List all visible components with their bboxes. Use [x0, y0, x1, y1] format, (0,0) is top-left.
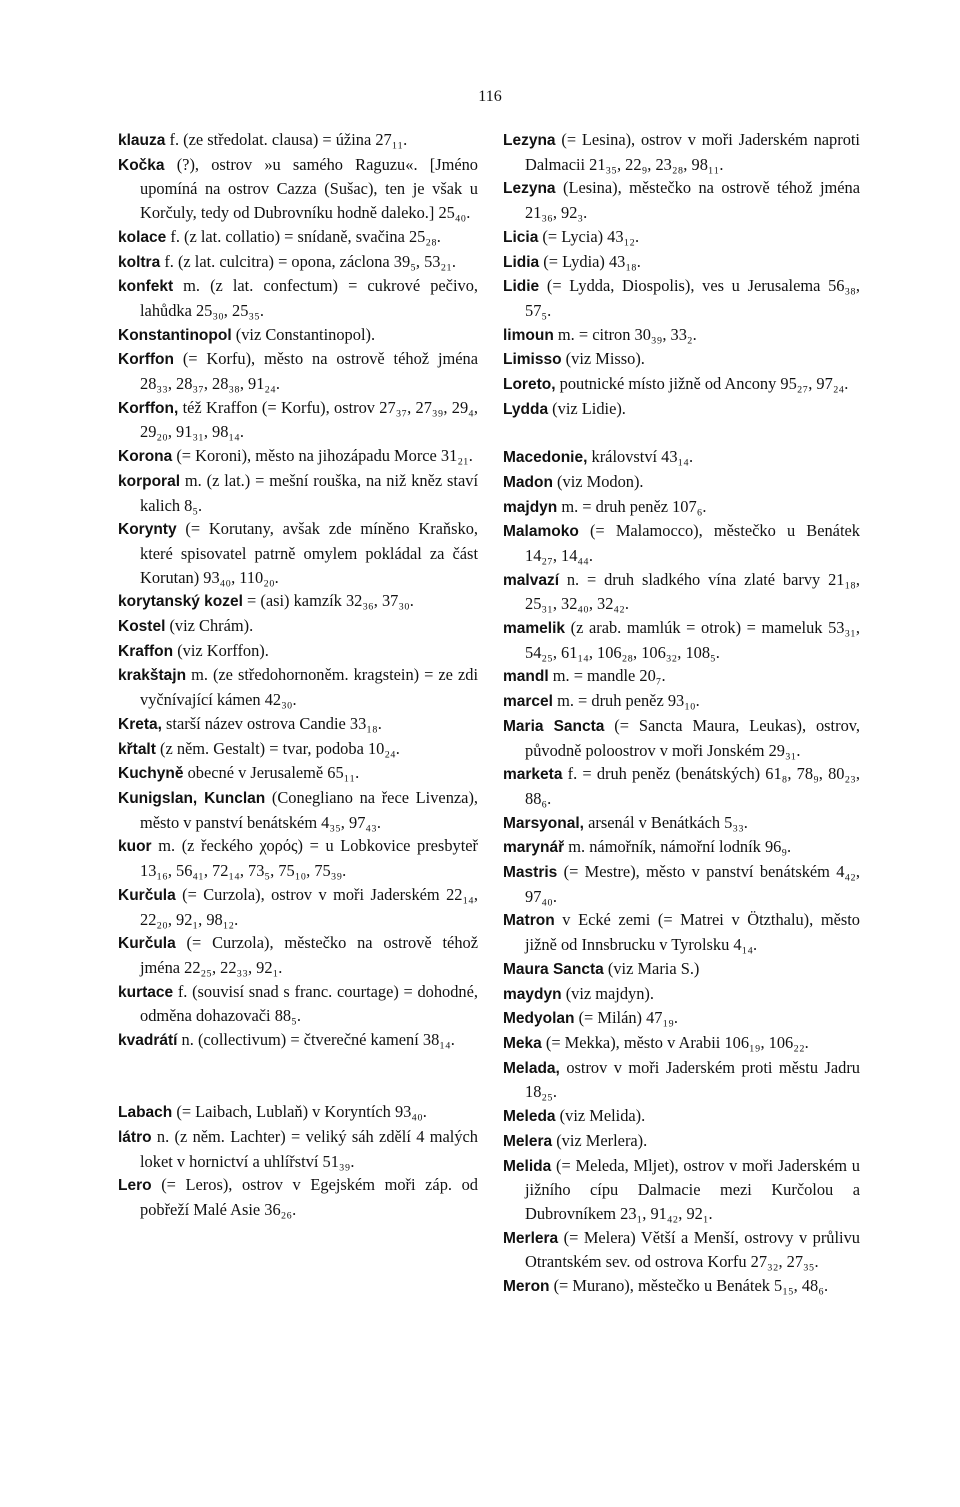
entry-headword: malvazí	[503, 571, 560, 589]
entry-headword: Lydda	[503, 400, 549, 418]
entry-definition: m. (z lat. confectum) = cukrové pečivo, lahůdka 25₃₀, 25₃₅.	[140, 276, 478, 320]
entry-headword: Loreto,	[503, 376, 556, 394]
entry-definition: obecné v Jerusalemě 65₁₁.	[183, 763, 360, 783]
entry-headword: Kraffon	[118, 642, 174, 660]
entry-definition: n. = druh sladkého vína zlaté barvy 21₁₈, 25₃₁, 32₄₀, 32₄₂.	[525, 569, 860, 614]
entry-definition: m. (ze středohornoněm. kragstein) = ze zdi vyčnívající kámen 42₃₀.	[140, 665, 478, 710]
dictionary-entry	[118, 883, 478, 931]
entry-definition: (viz Chrám).	[165, 616, 254, 636]
page-number: 116	[478, 88, 502, 105]
entry-headword: Lidia	[503, 253, 540, 271]
entry-definition: (= Korfu), město na ostrově téhož jména 28₃₃, 28₃₇, 28₃₈, 91₂₄.	[140, 349, 478, 394]
entry-headword: Meleda	[503, 1108, 556, 1126]
entry-headword: Kurčula	[118, 886, 176, 904]
dictionary-entry	[503, 1056, 860, 1104]
entry-headword: Malamoko	[503, 523, 579, 541]
entry-headword: Kočka	[118, 156, 165, 174]
dictionary-entry	[503, 323, 860, 348]
entry-headword: marynář	[503, 839, 565, 857]
entry-headword: Korffon	[118, 351, 174, 369]
right-m-entries	[503, 445, 860, 1299]
dictionary-entry	[118, 444, 478, 469]
entry-definition: starší název ostrova Candie 33₁₈.	[161, 713, 382, 733]
entry-headword: Labach	[118, 1104, 173, 1122]
entry-definition: (= Mestre), město v panství benátském 4₄₂, 97₄₀.	[525, 862, 860, 906]
dictionary-entry	[503, 860, 860, 908]
dictionary-entry	[118, 1100, 478, 1125]
dictionary-entry	[503, 225, 860, 250]
entry-definition: (z něm. Gestalt) = tvar, podoba 10₂₄.	[155, 738, 400, 758]
entry-headword: Mastris	[503, 864, 558, 882]
left-k-entries	[118, 128, 478, 1053]
entry-headword: Lidie	[503, 278, 540, 296]
entry-headword: Matron	[503, 912, 555, 930]
dictionary-entry	[503, 762, 860, 810]
entry-headword: Madon	[503, 473, 553, 491]
entry-definition: (= Korutany, avšak zde míněno Kraňsko, které spisovatel patrně omylem pokládal za část Korutan) 93₄₀, 110₂₀.	[140, 519, 478, 587]
dictionary-entry	[118, 153, 478, 225]
entry-definition: (= Lycia) 43₁₂.	[538, 226, 640, 246]
entry-headword: mamelik	[503, 620, 566, 638]
dictionary-entry	[503, 1006, 860, 1031]
dictionary-entry	[503, 397, 860, 422]
entry-headword: Lezyna	[503, 132, 556, 149]
entry-headword: Medyolan	[503, 1010, 575, 1028]
dictionary-entry	[503, 470, 860, 495]
entry-definition: (= Meleda, Mljet), ostrov v moři Jaderském u jižního cípu Dalmacie mezi Kurčolou a Dubrovníkem 23₁, 91₄₂, 92₁.	[525, 1155, 860, 1223]
entry-definition: (viz majdyn).	[561, 983, 654, 1003]
dictionary-entry	[503, 1154, 860, 1226]
entry-headword: Meron	[503, 1278, 550, 1296]
entry-definition: (= Koroni), město na jihozápadu Morce 31₂₁.	[172, 446, 473, 466]
entry-headword: limoun	[503, 326, 554, 344]
entry-headword: Kreta,	[118, 715, 162, 733]
entry-headword: krakštajn	[118, 667, 187, 685]
entry-headword: klauza	[118, 132, 166, 149]
entry-definition: (viz Constantinopol).	[231, 324, 376, 344]
entry-headword: látro	[118, 1128, 152, 1146]
entry-definition: ostrov v moři Jaderském proti městu Jadru 18₂₅.	[525, 1057, 860, 1102]
dictionary-entry	[118, 1028, 478, 1053]
dictionary-entry	[118, 396, 478, 444]
entry-headword: konfekt	[118, 278, 174, 296]
entry-definition: = (asi) kamzík 32₃₆, 37₃₀.	[242, 591, 414, 611]
dictionary-entry	[503, 1274, 860, 1299]
entry-headword: Meka	[503, 1035, 542, 1052]
dictionary-entry	[118, 614, 478, 639]
entry-headword: Melida	[503, 1157, 552, 1175]
entry-headword: Korynty	[118, 521, 177, 539]
entry-definition: n. (collectivum) = čtverečné kamení 38₁₄.	[177, 1030, 455, 1050]
entry-definition: m. námořník, námořní lodník 96₉.	[564, 837, 792, 857]
dictionary-entry	[503, 519, 860, 567]
entry-headword: maydyn	[503, 985, 562, 1003]
dictionary-entry	[118, 589, 478, 614]
dictionary-entry	[118, 834, 478, 882]
entry-headword: Korffon,	[118, 399, 179, 417]
entry-headword: Macedonie,	[503, 449, 588, 467]
dictionary-entry	[118, 347, 478, 395]
entry-headword: křtalt	[118, 740, 156, 758]
entry-definition: (viz Merlera).	[552, 1130, 648, 1150]
dictionary-entry	[118, 225, 478, 250]
dictionary-entry	[503, 1031, 860, 1056]
dictionary-entry	[118, 663, 478, 711]
dictionary-entry	[503, 128, 860, 176]
entry-definition: v Ecké zemi (= Matrei v Ötzthalu), město jižně od Innsbrucku v Tyrolsku 4₁₄.	[525, 910, 860, 955]
entry-definition: f. (z lat. collatio) = snídaně, svačina 25₂₈.	[166, 226, 441, 246]
section-gap	[503, 421, 860, 445]
entry-headword: Melada,	[503, 1059, 560, 1077]
dictionary-entry	[118, 250, 478, 275]
entry-headword: koltra	[118, 253, 161, 271]
entry-headword: Marsyonal,	[503, 814, 584, 832]
entry-definition: m. = citron 30₃₉, 33₂.	[553, 324, 697, 344]
entry-definition: m. = druh peněz 93₁₀.	[552, 691, 700, 711]
entry-definition: (Conegliano na řece Livenza), město v panství benátském 4₃₅, 97₄₃.	[140, 787, 478, 832]
entry-headword: Kuchyně	[118, 765, 184, 783]
entry-headword: kuor	[118, 838, 152, 856]
entry-definition: (= Mekka), město v Arabii 106₁₉, 106₂₂.	[541, 1033, 809, 1052]
entry-definition: arsenál v Benátkách 5₃₃.	[583, 812, 748, 832]
dictionary-entry	[503, 689, 860, 714]
entry-definition: poutnické místo jižně od Ancony 95₂₇, 97₂₄.	[555, 374, 849, 394]
entry-headword: marketa	[503, 766, 563, 784]
dictionary-entry	[503, 714, 860, 762]
entry-definition: f. (z lat. culcitra) = opona, záclona 39₅, 53₂₁.	[160, 251, 457, 271]
entry-definition: (Lesina), městečko na ostrově téhož jména 21₃₆, 92₃.	[525, 178, 860, 223]
dictionary-entry	[503, 1104, 860, 1129]
entry-definition: m. = druh peněz 107₆.	[557, 496, 707, 516]
dictionary-entry	[503, 908, 860, 956]
entry-headword: Kunigslan, Kunclan	[118, 789, 266, 807]
entry-headword: kolace	[118, 228, 167, 246]
entry-headword: mandl	[503, 668, 549, 686]
dictionary-entry	[118, 639, 478, 664]
dictionary-entry	[118, 323, 478, 348]
dictionary-entry	[118, 761, 478, 786]
entry-headword: Maura Sancta	[503, 960, 604, 978]
entry-definition: (z arab. mamlúk = otrok) = mameluk 53₃₁, 54₂₅, 61₁₄, 106₂₈, 106₃₂, 108₅.	[525, 618, 860, 662]
entry-definition: (viz Korffon).	[173, 640, 269, 660]
entry-headword: kvadrátí	[118, 1032, 178, 1050]
dictionary-entry	[503, 835, 860, 860]
entry-definition: (= Laibach, Lublaň) v Koryntích 93₄₀.	[172, 1102, 427, 1122]
dictionary-entry	[503, 664, 860, 689]
entry-headword: Limisso	[503, 351, 562, 369]
entry-headword: kurtace	[118, 983, 174, 1001]
right-l-entries	[503, 128, 860, 421]
dictionary-entry	[503, 495, 860, 520]
dictionary-entry	[118, 274, 478, 322]
entry-definition: (= Sancta Maura, Leukas), ostrov, původně poloostrov v moři Jonském 29₃₁.	[525, 715, 860, 760]
dictionary-entry	[118, 712, 478, 737]
dictionary-entry	[118, 1125, 478, 1173]
entry-definition: (= Melera) Větší a Menší, ostrovy v průlivu Otrantském sev. od ostrova Korfu 27₃₂, 27₃₅.	[525, 1227, 860, 1272]
dictionary-entry	[503, 616, 860, 664]
dictionary-entry	[118, 980, 478, 1028]
dictionary-entry	[503, 568, 860, 616]
entry-definition: (= Curzola), městečko na ostrově téhož jména 22₂₅, 22₃₃, 92₁.	[140, 933, 478, 977]
dictionary-entry	[503, 347, 860, 372]
entry-headword: Merlera	[503, 1229, 559, 1247]
entry-headword: majdyn	[503, 498, 558, 516]
entry-headword: Korona	[118, 448, 173, 466]
entry-definition: m. = mandle 20₇.	[548, 666, 666, 686]
entry-headword: Melera	[503, 1132, 553, 1150]
entry-definition: m. (z lat.) = mešní rouška, na niž kněz staví kalich 8₅.	[140, 470, 478, 515]
entry-headword: Maria Sancta	[503, 717, 605, 735]
dictionary-entry	[503, 445, 860, 470]
left-l-entries	[118, 1100, 478, 1222]
dictionary-entry	[503, 372, 860, 397]
entry-definition: (= Murano), městečko u Benátek 5₁₅, 48₆.	[549, 1276, 829, 1296]
dictionary-entry	[503, 250, 860, 275]
dictionary-entry	[118, 737, 478, 762]
dictionary-entry	[503, 1129, 860, 1154]
entry-headword: Kurčula	[118, 935, 176, 953]
dictionary-entry	[503, 982, 860, 1007]
entry-headword: Lero	[118, 1177, 152, 1195]
entry-definition: (= Lydia) 43₁₈.	[539, 251, 641, 271]
entry-definition: f. = druh peněz (benátských) 61₈, 78₉, 80₂₃, 88₆.	[525, 764, 860, 808]
right-column	[503, 128, 860, 1299]
entry-definition: (viz Misso).	[561, 349, 645, 369]
dictionary-entry	[503, 1226, 860, 1274]
entry-definition: (= Lesina), ostrov v moři Jaderském naproti Dalmacii 21₃₅, 22₉, 23₂₈, 98₁₁.	[525, 130, 860, 174]
dictionary-entry	[118, 1173, 478, 1221]
entry-definition: (= Milán) 47₁₉.	[574, 1008, 679, 1028]
entry-definition: (viz Maria S.)	[603, 958, 700, 978]
entry-headword: Lezyna	[503, 180, 556, 198]
dictionary-entry	[118, 786, 478, 834]
section-gap	[118, 1053, 478, 1077]
dictionary-entry	[118, 128, 478, 153]
entry-definition: (= Curzola), ostrov v moři Jaderském 22₁₄, 22₂₀, 92₁, 98₁₂.	[140, 884, 478, 929]
entry-headword: korytanský kozel	[118, 593, 243, 611]
dictionary-entry	[503, 957, 860, 982]
entry-definition: (viz Lidie).	[548, 398, 626, 418]
entry-headword: korporal	[118, 472, 181, 490]
entry-headword: Konstantinopol	[118, 326, 232, 344]
entry-definition: též Kraffon (= Korfu), ostrov 27₃₇, 27₃₉, 29₄, 29₂₀, 91₃₁, 98₁₄.	[140, 397, 478, 442]
dictionary-entry	[503, 176, 860, 224]
entry-headword: Licia	[503, 228, 539, 246]
entry-headword: marcel	[503, 693, 553, 711]
dictionary-entry	[503, 274, 860, 322]
entry-definition: (viz Melida).	[555, 1106, 646, 1126]
dictionary-entry	[118, 517, 478, 589]
entry-definition: f. (souvisí snad s franc. courtage) = dohodné, odměna dohazovači 88₅.	[140, 981, 478, 1026]
entry-headword: Kostel	[118, 618, 166, 636]
entry-definition: (viz Modon).	[552, 471, 644, 491]
section-gap	[118, 1076, 478, 1100]
entry-definition: (= Leros), ostrov v Egejském moři záp. od pobřeží Malé Asie 36₂₆.	[140, 1175, 478, 1219]
entry-definition: (?), ostrov »u samého Raguzu«. [Jméno upomíná na ostrov Cazza (Sušac), ten je však u Korčuly, tedy od Dubrovníku hodně daleko.] 25₄₀.	[140, 154, 478, 223]
entry-definition: království 43₁₄.	[587, 447, 694, 467]
entry-definition: (= Malamocco), městečko u Benátek 14₂₇, 14₄₄.	[525, 521, 860, 565]
dictionary-entry	[118, 469, 478, 517]
left-column	[118, 128, 478, 1222]
entry-definition: m. (z řeckého χορός) = u Lobkovice presbyteř 13₁₆, 56₄₁, 72₁₄, 73₅, 75₁₀, 75₃₉.	[140, 836, 478, 881]
dictionary-entry	[118, 931, 478, 979]
entry-definition: f. (ze středolat. clausa) = úžina 27₁₁.	[165, 130, 408, 149]
entry-definition: n. (z něm. Lachter) = veliký sáh zdělí 4 malých loket v hornictví a uhlířství 51₃₉.	[140, 1126, 478, 1171]
entry-definition: (= Lydda, Diospolis), ves u Jerusalema 56₃₈, 57₅.	[525, 276, 860, 320]
dictionary-entry	[503, 811, 860, 836]
